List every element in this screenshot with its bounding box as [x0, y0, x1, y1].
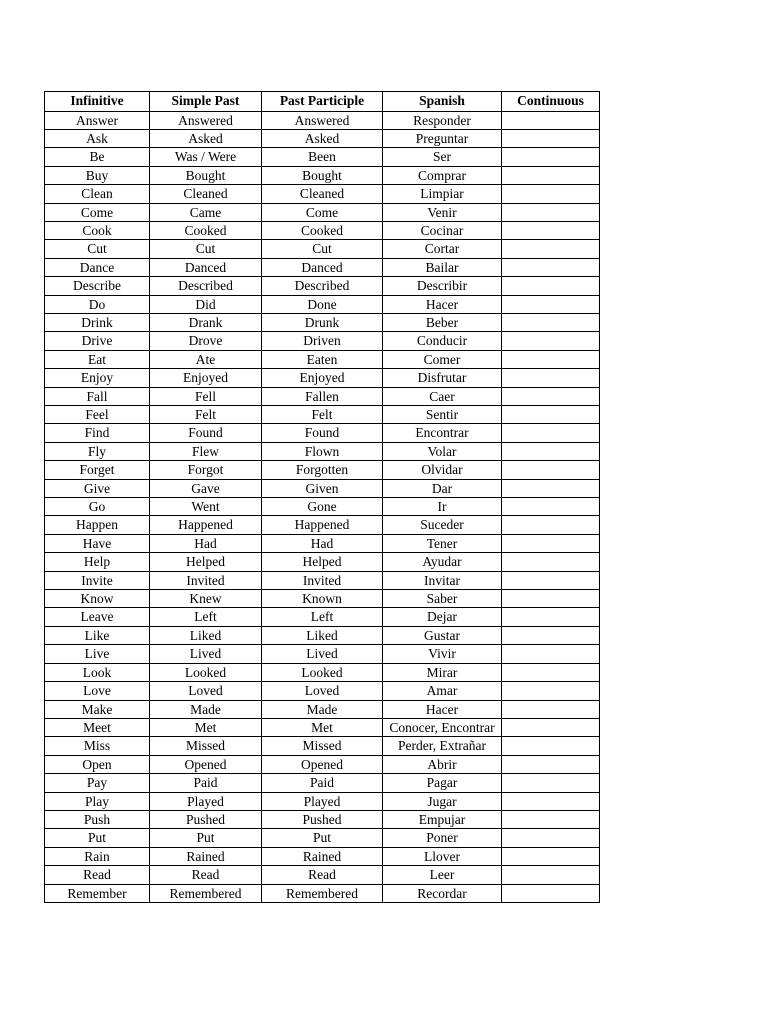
- spanish-cell: Cortar: [383, 240, 502, 258]
- past-participle-cell: Missed: [262, 737, 383, 755]
- infinitive-cell: Play: [45, 792, 150, 810]
- past-participle-cell: Come: [262, 203, 383, 221]
- simple-past-cell: Knew: [150, 590, 262, 608]
- infinitive-cell: Cook: [45, 221, 150, 239]
- infinitive-cell: Be: [45, 148, 150, 166]
- infinitive-cell: Come: [45, 203, 150, 221]
- table-row: [45, 203, 600, 221]
- continuous-cell: [502, 645, 600, 663]
- spanish-cell: Volar: [383, 442, 502, 460]
- infinitive-cell: Love: [45, 682, 150, 700]
- past-participle-cell: Cut: [262, 240, 383, 258]
- infinitive-cell: Fall: [45, 387, 150, 405]
- past-participle-cell: Done: [262, 295, 383, 313]
- table-row: [45, 369, 600, 387]
- spanish-cell: Beber: [383, 313, 502, 331]
- simple-past-cell: Ate: [150, 350, 262, 368]
- continuous-cell: [502, 700, 600, 718]
- continuous-cell: [502, 203, 600, 221]
- past-participle-cell: Put: [262, 829, 383, 847]
- simple-past-cell: Gave: [150, 479, 262, 497]
- spanish-cell: Comer: [383, 350, 502, 368]
- spanish-cell: Saber: [383, 590, 502, 608]
- infinitive-cell: Go: [45, 498, 150, 516]
- infinitive-cell: Have: [45, 534, 150, 552]
- table-row: [45, 166, 600, 184]
- simple-past-cell: Went: [150, 498, 262, 516]
- spanish-cell: Preguntar: [383, 129, 502, 147]
- past-participle-cell: Gone: [262, 498, 383, 516]
- past-participle-cell: Forgotten: [262, 461, 383, 479]
- spanish-cell: Suceder: [383, 516, 502, 534]
- continuous-cell: [502, 498, 600, 516]
- simple-past-cell: Made: [150, 700, 262, 718]
- table-row: [45, 258, 600, 276]
- simple-past-cell: Pushed: [150, 810, 262, 828]
- infinitive-cell: Enjoy: [45, 369, 150, 387]
- past-participle-cell: Cleaned: [262, 185, 383, 203]
- spanish-cell: Caer: [383, 387, 502, 405]
- spanish-cell: Dejar: [383, 608, 502, 626]
- table-row: [45, 277, 600, 295]
- continuous-cell: [502, 350, 600, 368]
- simple-past-cell: Danced: [150, 258, 262, 276]
- past-participle-cell: Loved: [262, 682, 383, 700]
- table-row: [45, 626, 600, 644]
- past-participle-cell: Drunk: [262, 313, 383, 331]
- infinitive-cell: Drive: [45, 332, 150, 350]
- simple-past-cell: Rained: [150, 847, 262, 865]
- simple-past-cell: Lived: [150, 645, 262, 663]
- simple-past-cell: Forgot: [150, 461, 262, 479]
- spanish-cell: Invitar: [383, 571, 502, 589]
- table-row: [45, 221, 600, 239]
- table-row: [45, 645, 600, 663]
- continuous-cell: [502, 461, 600, 479]
- past-participle-cell: Played: [262, 792, 383, 810]
- spanish-cell: Tener: [383, 534, 502, 552]
- past-participle-cell: Remembered: [262, 884, 383, 902]
- continuous-cell: [502, 792, 600, 810]
- continuous-cell: [502, 626, 600, 644]
- past-participle-cell: Opened: [262, 755, 383, 773]
- continuous-cell: [502, 221, 600, 239]
- continuous-cell: [502, 295, 600, 313]
- infinitive-cell: Invite: [45, 571, 150, 589]
- simple-past-cell: Drove: [150, 332, 262, 350]
- continuous-cell: [502, 258, 600, 276]
- infinitive-cell: Eat: [45, 350, 150, 368]
- header-infinitive: Infinitive: [45, 92, 150, 112]
- infinitive-cell: Drink: [45, 313, 150, 331]
- infinitive-cell: Cut: [45, 240, 150, 258]
- infinitive-cell: Meet: [45, 718, 150, 736]
- spanish-cell: Conocer, Encontrar: [383, 718, 502, 736]
- continuous-cell: [502, 534, 600, 552]
- spanish-cell: Describir: [383, 277, 502, 295]
- simple-past-cell: Bought: [150, 166, 262, 184]
- continuous-cell: [502, 479, 600, 497]
- spanish-cell: Jugar: [383, 792, 502, 810]
- continuous-cell: [502, 442, 600, 460]
- simple-past-cell: Opened: [150, 755, 262, 773]
- simple-past-cell: Missed: [150, 737, 262, 755]
- spanish-cell: Disfrutar: [383, 369, 502, 387]
- spanish-cell: Venir: [383, 203, 502, 221]
- continuous-cell: [502, 129, 600, 147]
- spanish-cell: Encontrar: [383, 424, 502, 442]
- continuous-cell: [502, 663, 600, 681]
- past-participle-cell: Answered: [262, 111, 383, 129]
- spanish-cell: Sentir: [383, 406, 502, 424]
- table-row: [45, 534, 600, 552]
- infinitive-cell: Know: [45, 590, 150, 608]
- spanish-cell: Abrir: [383, 755, 502, 773]
- table-row: [45, 516, 600, 534]
- continuous-cell: [502, 148, 600, 166]
- continuous-cell: [502, 571, 600, 589]
- spanish-cell: Leer: [383, 866, 502, 884]
- past-participle-cell: Driven: [262, 332, 383, 350]
- simple-past-cell: Fell: [150, 387, 262, 405]
- spanish-cell: Cocinar: [383, 221, 502, 239]
- infinitive-cell: Look: [45, 663, 150, 681]
- simple-past-cell: Flew: [150, 442, 262, 460]
- table-row: [45, 700, 600, 718]
- continuous-cell: [502, 847, 600, 865]
- simple-past-cell: Cooked: [150, 221, 262, 239]
- table-row: [45, 682, 600, 700]
- past-participle-cell: Rained: [262, 847, 383, 865]
- past-participle-cell: Felt: [262, 406, 383, 424]
- table-header-row: [45, 92, 600, 112]
- spanish-cell: Comprar: [383, 166, 502, 184]
- infinitive-cell: Describe: [45, 277, 150, 295]
- table-row: [45, 240, 600, 258]
- simple-past-cell: Answered: [150, 111, 262, 129]
- continuous-cell: [502, 737, 600, 755]
- infinitive-cell: Clean: [45, 185, 150, 203]
- table-row: [45, 884, 600, 902]
- spanish-cell: Responder: [383, 111, 502, 129]
- infinitive-cell: Feel: [45, 406, 150, 424]
- table-row: [45, 755, 600, 773]
- spanish-cell: Vivir: [383, 645, 502, 663]
- simple-past-cell: Drank: [150, 313, 262, 331]
- infinitive-cell: Pay: [45, 774, 150, 792]
- infinitive-cell: Forget: [45, 461, 150, 479]
- simple-past-cell: Played: [150, 792, 262, 810]
- continuous-cell: [502, 516, 600, 534]
- past-participle-cell: Invited: [262, 571, 383, 589]
- spanish-cell: Olvidar: [383, 461, 502, 479]
- table-row: [45, 461, 600, 479]
- infinitive-cell: Dance: [45, 258, 150, 276]
- continuous-cell: [502, 111, 600, 129]
- infinitive-cell: Give: [45, 479, 150, 497]
- past-participle-cell: Described: [262, 277, 383, 295]
- infinitive-cell: Find: [45, 424, 150, 442]
- past-participle-cell: Been: [262, 148, 383, 166]
- infinitive-cell: Make: [45, 700, 150, 718]
- simple-past-cell: Put: [150, 829, 262, 847]
- continuous-cell: [502, 810, 600, 828]
- past-participle-cell: Cooked: [262, 221, 383, 239]
- header-simple-past: Simple Past: [150, 92, 262, 112]
- table-row: [45, 332, 600, 350]
- continuous-cell: [502, 829, 600, 847]
- past-participle-cell: Asked: [262, 129, 383, 147]
- simple-past-cell: Found: [150, 424, 262, 442]
- past-participle-cell: Made: [262, 700, 383, 718]
- continuous-cell: [502, 553, 600, 571]
- infinitive-cell: Happen: [45, 516, 150, 534]
- simple-past-cell: Was / Were: [150, 148, 262, 166]
- infinitive-cell: Rain: [45, 847, 150, 865]
- spanish-cell: Hacer: [383, 700, 502, 718]
- past-participle-cell: Looked: [262, 663, 383, 681]
- continuous-cell: [502, 240, 600, 258]
- infinitive-cell: Live: [45, 645, 150, 663]
- spanish-cell: Amar: [383, 682, 502, 700]
- table-row: [45, 185, 600, 203]
- continuous-cell: [502, 718, 600, 736]
- past-participle-cell: Paid: [262, 774, 383, 792]
- continuous-cell: [502, 387, 600, 405]
- past-participle-cell: Fallen: [262, 387, 383, 405]
- table-row: [45, 479, 600, 497]
- table-row: [45, 810, 600, 828]
- simple-past-cell: Asked: [150, 129, 262, 147]
- table-row: [45, 350, 600, 368]
- past-participle-cell: Danced: [262, 258, 383, 276]
- spanish-cell: Conducir: [383, 332, 502, 350]
- past-participle-cell: Helped: [262, 553, 383, 571]
- infinitive-cell: Leave: [45, 608, 150, 626]
- past-participle-cell: Enjoyed: [262, 369, 383, 387]
- simple-past-cell: Enjoyed: [150, 369, 262, 387]
- table-row: [45, 737, 600, 755]
- past-participle-cell: Known: [262, 590, 383, 608]
- spanish-cell: Gustar: [383, 626, 502, 644]
- header-continuous: Continuous: [502, 92, 600, 112]
- table-row: [45, 424, 600, 442]
- simple-past-cell: Invited: [150, 571, 262, 589]
- continuous-cell: [502, 682, 600, 700]
- continuous-cell: [502, 755, 600, 773]
- past-participle-cell: Lived: [262, 645, 383, 663]
- simple-past-cell: Read: [150, 866, 262, 884]
- simple-past-cell: Looked: [150, 663, 262, 681]
- past-participle-cell: Given: [262, 479, 383, 497]
- simple-past-cell: Liked: [150, 626, 262, 644]
- continuous-cell: [502, 590, 600, 608]
- simple-past-cell: Left: [150, 608, 262, 626]
- simple-past-cell: Cut: [150, 240, 262, 258]
- infinitive-cell: Answer: [45, 111, 150, 129]
- continuous-cell: [502, 185, 600, 203]
- continuous-cell: [502, 608, 600, 626]
- past-participle-cell: Read: [262, 866, 383, 884]
- table-body: [45, 111, 600, 902]
- table-row: [45, 387, 600, 405]
- past-participle-cell: Pushed: [262, 810, 383, 828]
- table-row: [45, 663, 600, 681]
- table-row: [45, 148, 600, 166]
- past-participle-cell: Bought: [262, 166, 383, 184]
- continuous-cell: [502, 332, 600, 350]
- spanish-cell: Hacer: [383, 295, 502, 313]
- infinitive-cell: Fly: [45, 442, 150, 460]
- continuous-cell: [502, 884, 600, 902]
- spanish-cell: Mirar: [383, 663, 502, 681]
- table-row: [45, 866, 600, 884]
- simple-past-cell: Came: [150, 203, 262, 221]
- spanish-cell: Empujar: [383, 810, 502, 828]
- spanish-cell: Ayudar: [383, 553, 502, 571]
- table-row: [45, 553, 600, 571]
- continuous-cell: [502, 166, 600, 184]
- simple-past-cell: Described: [150, 277, 262, 295]
- table-row: [45, 498, 600, 516]
- infinitive-cell: Do: [45, 295, 150, 313]
- continuous-cell: [502, 277, 600, 295]
- spanish-cell: Limpiar: [383, 185, 502, 203]
- table-row: [45, 111, 600, 129]
- spanish-cell: Dar: [383, 479, 502, 497]
- spanish-cell: Perder, Extrañar: [383, 737, 502, 755]
- infinitive-cell: Open: [45, 755, 150, 773]
- continuous-cell: [502, 774, 600, 792]
- continuous-cell: [502, 313, 600, 331]
- infinitive-cell: Help: [45, 553, 150, 571]
- simple-past-cell: Happened: [150, 516, 262, 534]
- past-participle-cell: Found: [262, 424, 383, 442]
- simple-past-cell: Met: [150, 718, 262, 736]
- spanish-cell: Poner: [383, 829, 502, 847]
- table-row: [45, 847, 600, 865]
- simple-past-cell: Cleaned: [150, 185, 262, 203]
- table-row: [45, 774, 600, 792]
- past-participle-cell: Left: [262, 608, 383, 626]
- table-row: [45, 295, 600, 313]
- continuous-cell: [502, 866, 600, 884]
- verb-table: [44, 91, 600, 903]
- simple-past-cell: Did: [150, 295, 262, 313]
- spanish-cell: Bailar: [383, 258, 502, 276]
- table-row: [45, 590, 600, 608]
- spanish-cell: Llover: [383, 847, 502, 865]
- table-row: [45, 571, 600, 589]
- infinitive-cell: Ask: [45, 129, 150, 147]
- past-participle-cell: Eaten: [262, 350, 383, 368]
- simple-past-cell: Had: [150, 534, 262, 552]
- past-participle-cell: Liked: [262, 626, 383, 644]
- table-row: [45, 829, 600, 847]
- continuous-cell: [502, 406, 600, 424]
- infinitive-cell: Like: [45, 626, 150, 644]
- infinitive-cell: Put: [45, 829, 150, 847]
- simple-past-cell: Paid: [150, 774, 262, 792]
- past-participle-cell: Had: [262, 534, 383, 552]
- table-row: [45, 406, 600, 424]
- infinitive-cell: Read: [45, 866, 150, 884]
- spanish-cell: Recordar: [383, 884, 502, 902]
- infinitive-cell: Buy: [45, 166, 150, 184]
- simple-past-cell: Loved: [150, 682, 262, 700]
- spanish-cell: Ser: [383, 148, 502, 166]
- simple-past-cell: Felt: [150, 406, 262, 424]
- infinitive-cell: Remember: [45, 884, 150, 902]
- simple-past-cell: Helped: [150, 553, 262, 571]
- table-row: [45, 718, 600, 736]
- continuous-cell: [502, 369, 600, 387]
- infinitive-cell: Miss: [45, 737, 150, 755]
- table-row: [45, 792, 600, 810]
- spanish-cell: Ir: [383, 498, 502, 516]
- continuous-cell: [502, 424, 600, 442]
- table-row: [45, 129, 600, 147]
- table-row: [45, 608, 600, 626]
- spanish-cell: Pagar: [383, 774, 502, 792]
- table-row: [45, 313, 600, 331]
- past-participle-cell: Happened: [262, 516, 383, 534]
- header-past-participle: Past Participle: [262, 92, 383, 112]
- infinitive-cell: Push: [45, 810, 150, 828]
- simple-past-cell: Remembered: [150, 884, 262, 902]
- past-participle-cell: Met: [262, 718, 383, 736]
- header-spanish: Spanish: [383, 92, 502, 112]
- past-participle-cell: Flown: [262, 442, 383, 460]
- table-row: [45, 442, 600, 460]
